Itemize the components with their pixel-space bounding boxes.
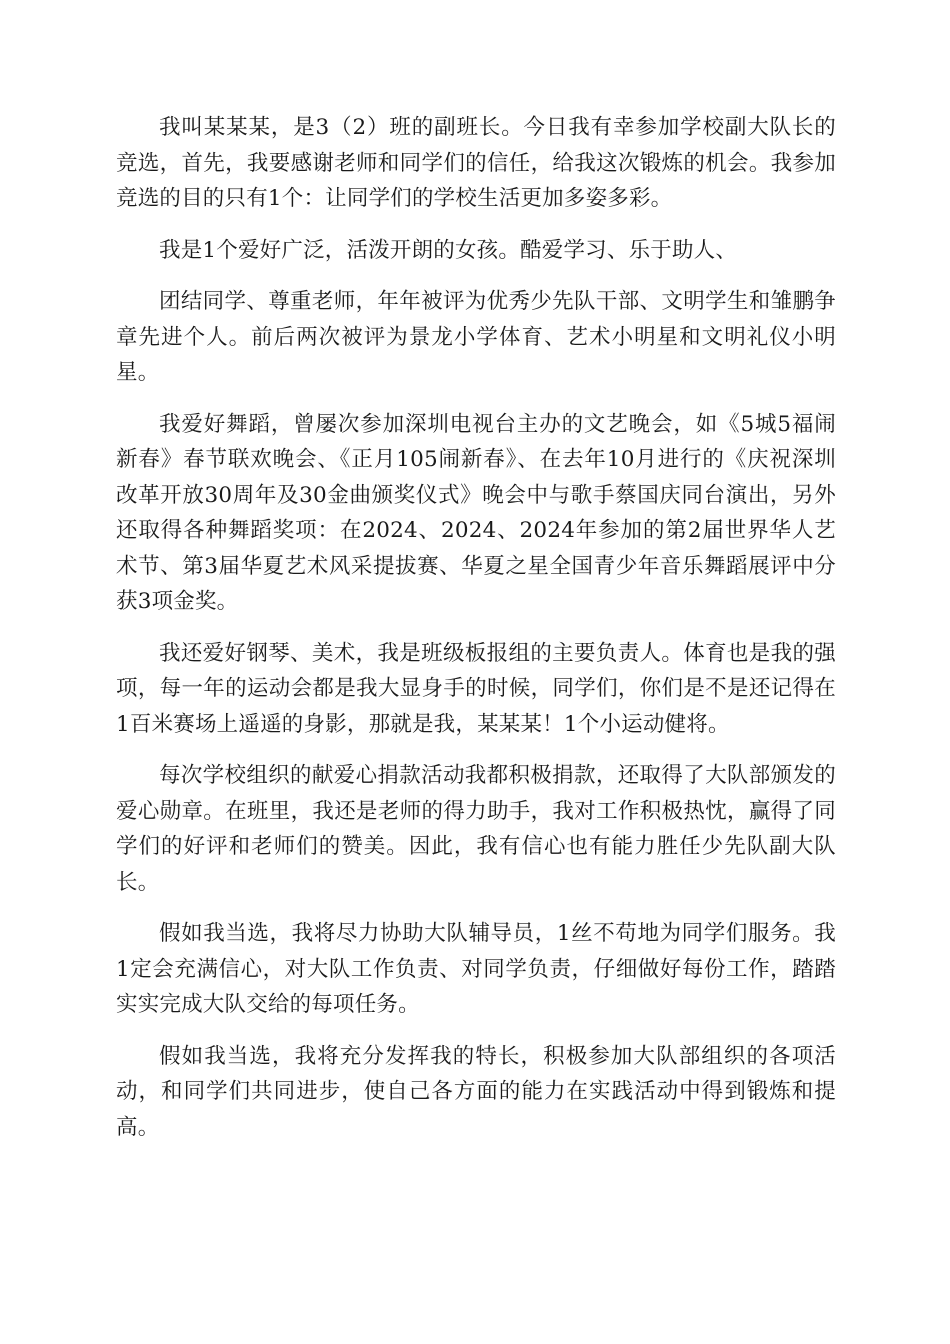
paragraph-intro: 我叫某某某，是3（2）班的副班长。今日我有幸参加学校副大队长的竞选，首先，我要感谢老师和同学们的信任，给我这次锻炼的机会。我参加竞选的目的只有1个：让同学们的学校生活更加多姿多彩。 (116, 115, 836, 211)
paragraph-honors: 团结同学、尊重老师，年年被评为优秀少先队干部、文明学生和雏鹏争章先进个人。前后两次被评为景龙小学体育、艺术小明星和文明礼仪小明星。 (116, 289, 836, 385)
paragraph-pledge-service: 假如我当选，我将尽力协助大队辅导员，1丝不苟地为同学们服务。我1定会充满信心，对大队工作负责、对同学负责，仔细做好每份工作，踏踏实实完成大队交给的每项任务。 (116, 921, 836, 1017)
paragraph-hobbies-start: 我是1个爱好广泛，活泼开朗的女孩。酷爱学习、乐于助人、 (159, 237, 738, 263)
paragraph-pledge-activities: 假如我当选，我将充分发挥我的特长，积极参加大队部组织的各项活动，和同学们共同进步，使自己各方面的能力在实践活动中得到锻炼和提高。 (116, 1043, 836, 1140)
paragraph-piano-art-sports: 我还爱好钢琴、美术，我是班级板报组的主要负责人。体育也是我的强项，每一年的运动会都是我大显身手的时候，同学们，你们是不是还记得在1百米赛场上遥遥的身影，那就是我，某某某！1个小运动健将。 (116, 640, 836, 737)
paragraph-charity: 每次学校组织的献爱心捐款活动我都积极捐款，还取得了大队部颁发的爱心勋章。在班里，我还是老师的得力助手，我对工作积极热忱，赢得了同学们的好评和老师们的赞美。因此，我有信心也有能力胜任少先队副大队长。 (116, 763, 836, 895)
paragraph-dance: 我爱好舞蹈，曾屡次参加深圳电视台主办的文艺晚会，如《5城5福闹新春》春节联欢晚会、《正月105闹新春》、在去年10月进行的《庆祝深圳改革开放30周年及30金曲颁奖仪式》晚会中与歌手蔡国庆同台演出，另外还取得各种舞蹈奖项：在2024、2024、2024年参加的第2届世界华人艺术节、第3届华夏艺术风采提拔赛、华夏之星全国青少年音乐舞蹈展评中分获3项金奖。 (116, 411, 836, 614)
document-body (116, 110, 836, 1161)
